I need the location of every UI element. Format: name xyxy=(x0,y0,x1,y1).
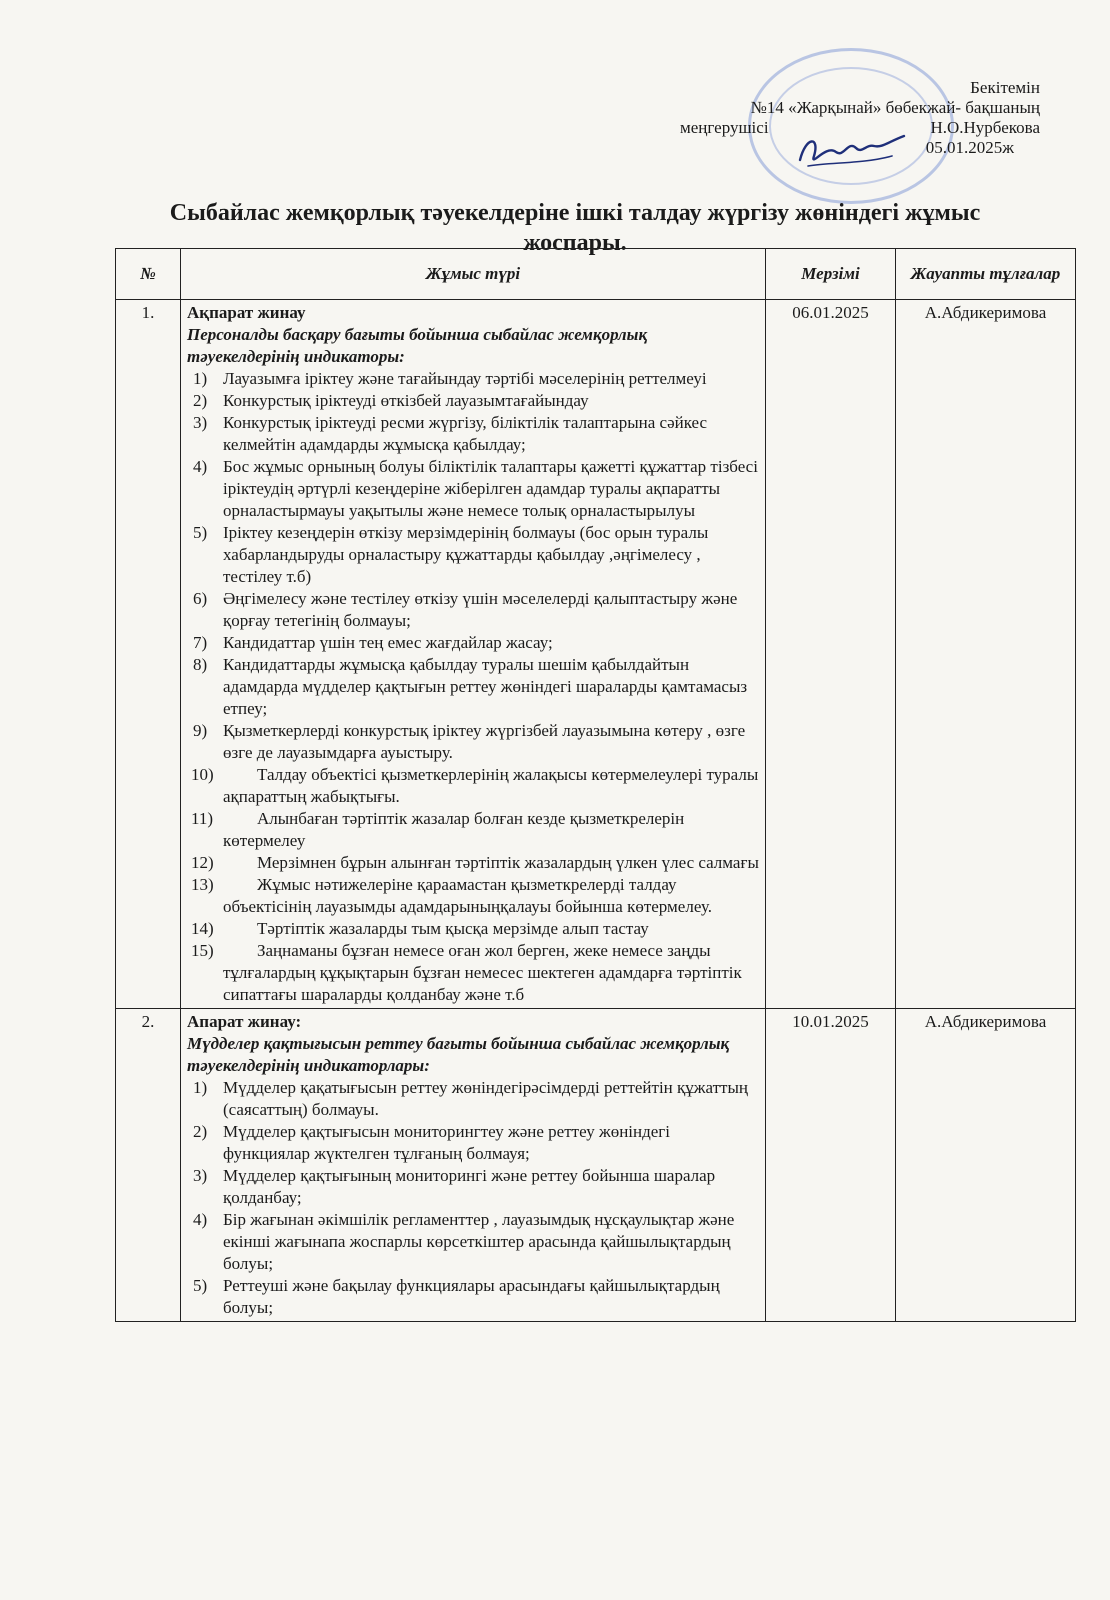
header-responsible: Жауапты тұлғалар xyxy=(896,249,1076,300)
list-item: 12) Мерзімнен бұрын алынған тәртіптік жазалардың үлкен үлес салмағы xyxy=(191,853,759,872)
table-row xyxy=(116,300,1076,1009)
approval-name: Н.О.Нурбекова xyxy=(930,118,1040,137)
list-item: 1) Мүдделер қақатығысын реттеу жөніндегірәсімдерді реттейтін құжаттың (саясаттың) болмауы. xyxy=(193,1078,748,1119)
list-item: 11) Алынбаған тәртіптік жазалар болған кезде қызметкрелерін көтермелеу xyxy=(191,809,685,850)
document-title: Сыбайлас жемқорлық тәуекелдеріне ішкі талдау жүргізу жөніндегі жұмыс жоспары. xyxy=(169,200,981,256)
row-subheading: Персоналды басқару бағыты бойынша сыбайлас жемқорлық тәуекелдерінің индикаторы: xyxy=(187,325,648,366)
row-responsible: А.Абдикеримова xyxy=(896,1009,1076,1322)
row-number: 1. xyxy=(116,300,181,1009)
list-item: 3) Конкурстық іріктеуді ресми жүргізу, біліктілік талаптарына сәйкес келмейтін адамдарды жұмысқа қабылдау; xyxy=(193,413,708,454)
approval-signer-row xyxy=(640,118,1040,138)
list-item: 5) Реттеуші және бақылау функциялары арасындағы қайшылықтардың болуы; xyxy=(193,1276,720,1317)
table-header-row xyxy=(116,249,1076,300)
list-item: 8) Кандидаттарды жұмысқа қабылдау туралы шешім қабылдайтын адамдарда мүдделер қақтығын реттеу жөніндегі шараларды қамтамасыз етпеу; xyxy=(193,655,748,718)
list-item: 2) Конкурстық іріктеуді өткізбей лауазымтағайындау xyxy=(193,391,589,410)
approval-date: 05.01.2025ж xyxy=(925,138,1014,157)
indicator-list xyxy=(187,368,759,1006)
list-item: 9) Қызметкерлерді конкурстық іріктеу жүргізбей лауазымына көтеру , өзге өзге де лауазымдарға ауыстыру. xyxy=(193,721,746,762)
row-deadline: 06.01.2025 xyxy=(766,300,896,1009)
approval-block xyxy=(640,78,1040,158)
row-work-cell xyxy=(181,1009,766,1322)
approval-position: меңгерушісі xyxy=(680,118,769,137)
approval-organization: №14 «Жарқынай» бөбекжай- бақшаның xyxy=(750,98,1040,117)
row-number: 2. xyxy=(116,1009,181,1322)
list-item: 4) Бір жағынан әкімшілік регламенттер , лауазымдық нұсқаулықтар және екінші жағынапа жоспарлы көрсеткіштер арасында қайшылықтардың болуы; xyxy=(193,1210,735,1273)
list-item: 13) Жұмыс нәтижелеріне қараамастан қызметкрелерді талдау объектісінің лауазымды адамдарыныңқалауы бойынша көтермелеу. xyxy=(191,875,712,916)
list-item: 2) Мүдделер қақтығысын мониторингтеу және реттеу жөніндегі функциялар жүктелген тұлғаның болмауя; xyxy=(193,1122,671,1163)
row-responsible: А.Абдикеримова xyxy=(896,300,1076,1009)
list-item: 10) Талдау объектісі қызметкерлерінің жалақысы көтермелеулері туралы ақпараттың жабықтығы. xyxy=(191,765,759,806)
header-number: № xyxy=(116,249,181,300)
header-deadline: Мерзімі xyxy=(766,249,896,300)
table-row xyxy=(116,1009,1076,1322)
indicator-list xyxy=(187,1077,759,1319)
list-item: 5) Іріктеу кезеңдерін өткізу мерзімдерінің болмауы (бос орын туралы хабарландыруды орналастыру құжаттарды қабылдау ,әңгімелесу , тестілеу т.б) xyxy=(193,523,709,586)
list-item: 15) Заңнаманы бұзған немесе оған жол берген, жеке немесе заңды тұлғалардың құқықтарын бұзған немесес шектеген адамдарға тәртіптік сипаттағы шараларды қолданбау және т.б xyxy=(191,941,742,1004)
list-item: 1) Лауазымға іріктеу және тағайындау тәртібі мәселерінің реттелмеуі xyxy=(193,369,707,388)
work-plan-table xyxy=(115,248,1076,1322)
row-heading: Апарат жинау: xyxy=(187,1012,302,1031)
list-item: 6) Әңгімелесу және тестілеу өткізу үшін мәселелерді қалыптастыру және қорғау тетегінің болмауы; xyxy=(193,589,738,630)
approval-title: Бекітемін xyxy=(970,78,1040,97)
row-heading: Ақпарат жинау xyxy=(187,303,306,322)
list-item: 14) Тәртіптік жазаларды тым қысқа мерзімде алып тастау xyxy=(191,919,649,938)
list-item: 7) Кандидаттар үшін тең емес жағдайлар жасау; xyxy=(193,633,553,652)
list-item: 3) Мүдделер қақтығының мониторингі және реттеу бойынша шаралар қолданбау; xyxy=(193,1166,716,1207)
row-deadline: 10.01.2025 xyxy=(766,1009,896,1322)
list-item: 4) Бос жұмыс орнының болуы біліктілік талаптары қажетті құжаттар тізбесі іріктеудің әртүрлі кезеңдеріне жіберілген адамдар туралы ақпаратты орналастырмауы уақытылы және немесе толық орналастырылуы xyxy=(193,457,758,520)
header-work-type: Жұмыс түрі xyxy=(181,249,766,300)
row-subheading: Мүдделер қақтығысын реттеу бағыты бойынша сыбайлас жемқорлық тәуекелдерінің индикаторлары: xyxy=(187,1034,730,1075)
row-work-cell xyxy=(181,300,766,1009)
